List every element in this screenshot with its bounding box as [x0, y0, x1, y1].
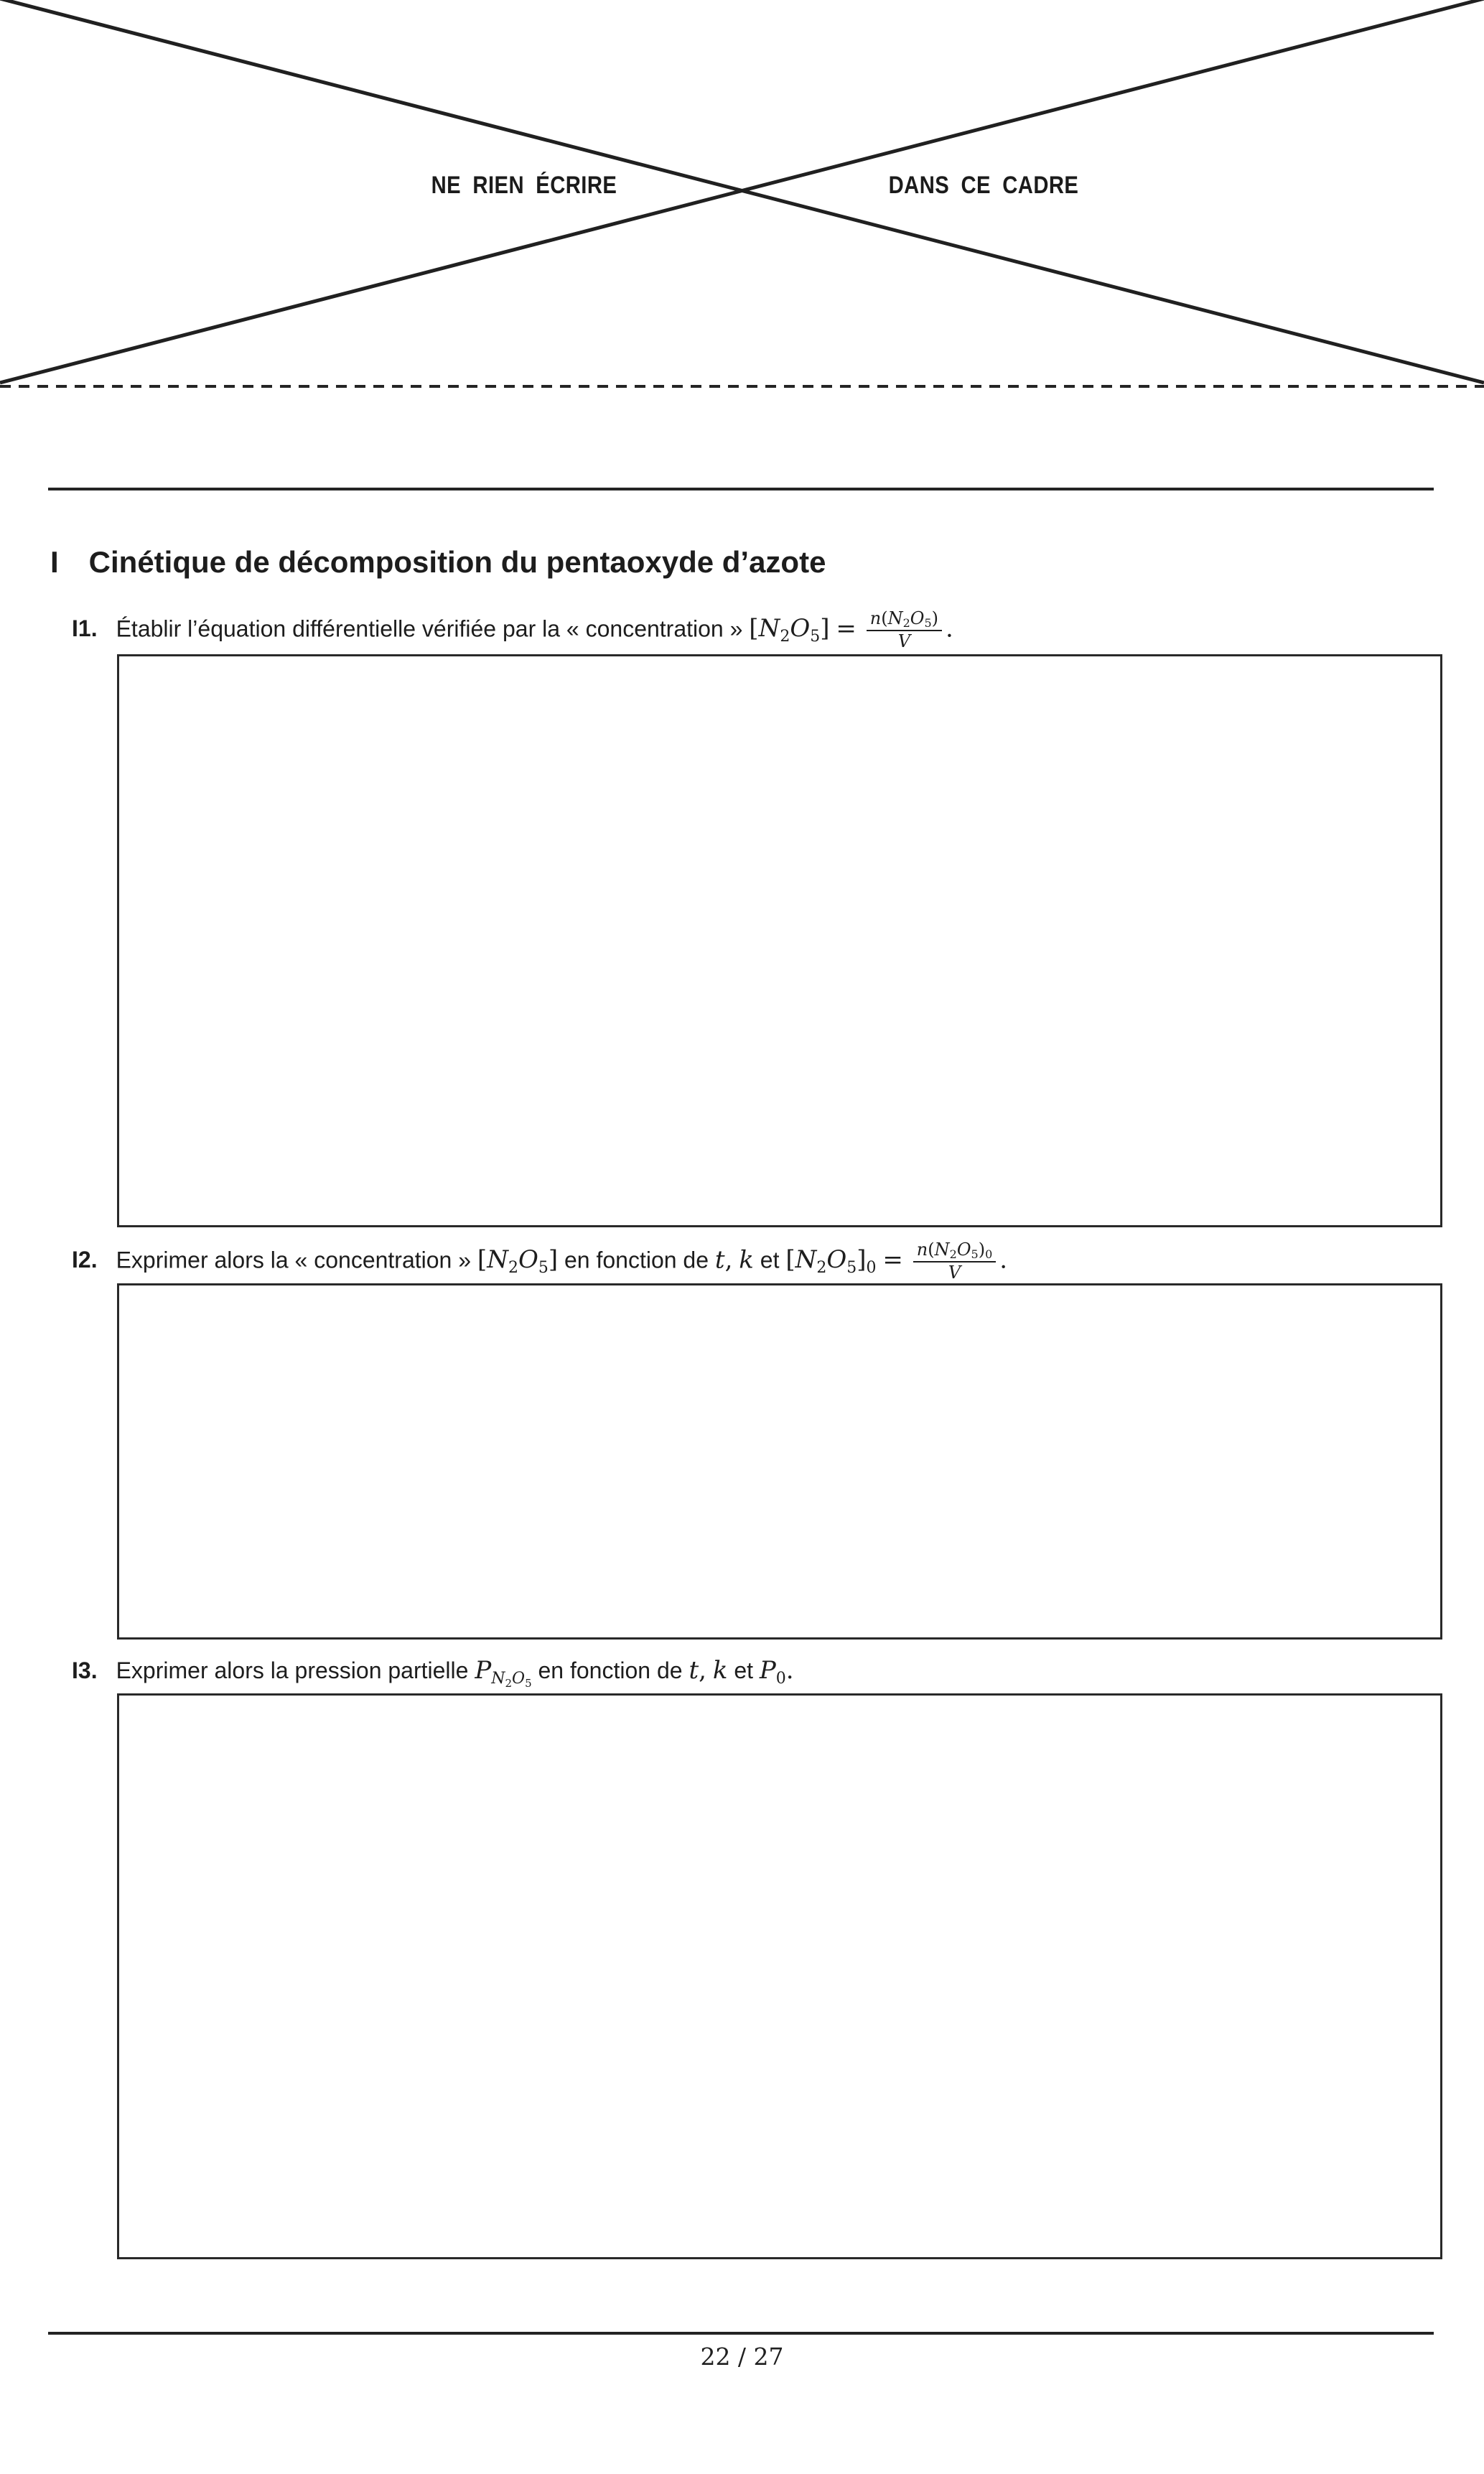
math-token: N [887, 608, 903, 628]
question-i2-text-mid: en fonction de [564, 1247, 709, 1273]
math-token: 0 [985, 1247, 993, 1261]
do-not-write-label-right: DANS CE CADRE [888, 172, 1079, 199]
math-variable-t: t [714, 1245, 725, 1275]
question-i3 [72, 1655, 794, 1690]
math-token: 5 [525, 1677, 532, 1690]
math-token: 5 [810, 628, 821, 646]
fraction-numerator [913, 1241, 996, 1262]
math-token: , [699, 1656, 706, 1685]
answer-box-i2 [117, 1283, 1442, 1640]
math-token: O [518, 1245, 538, 1275]
sentence-period: . [946, 614, 953, 643]
math-token: 2 [780, 628, 790, 646]
math-token: V [948, 1262, 961, 1283]
detachment-dashed-line [0, 385, 1484, 388]
math-token: O [826, 1245, 847, 1275]
math-token: O [956, 1240, 971, 1260]
math-token: N [491, 1670, 505, 1688]
fraction-denominator [867, 631, 942, 651]
math-token: V [897, 631, 911, 651]
question-i2-label: I2. [72, 1247, 98, 1273]
section-heading [50, 545, 826, 580]
answer-box-i3 [117, 1693, 1442, 2259]
math-token: n [916, 1240, 928, 1260]
sentence-period: . [999, 1245, 1008, 1275]
footer-rule [48, 2332, 1434, 2335]
math-token: N [795, 1245, 817, 1275]
question-i3-text-mid: en fonction de [538, 1657, 683, 1683]
math-token: [ [785, 1245, 795, 1275]
math-token: ) [978, 1240, 986, 1260]
math-token: ] [857, 1245, 867, 1275]
math-token: ) [931, 608, 939, 628]
do-not-write-label-left: NE RIEN ÉCRIRE [431, 172, 617, 199]
math-token: 0 [775, 1670, 786, 1688]
math-token: N [487, 1245, 508, 1275]
math-token: 5 [971, 1247, 979, 1261]
question-i1 [72, 610, 953, 651]
math-n2o5-bracket [477, 1245, 559, 1278]
math-token: 2 [816, 1259, 827, 1278]
math-token: 2 [508, 1259, 518, 1278]
math-fraction-n2o5-initial-over-v [913, 1241, 996, 1283]
page-number: 22 / 27 [700, 2343, 784, 2371]
math-token: N [934, 1240, 950, 1260]
math-token: 2 [505, 1677, 513, 1690]
do-not-write-cross [0, 0, 1484, 388]
question-i1-label: I1. [72, 615, 98, 642]
question-i1-text: Établir l’équation différentielle vérifiée par la « concentration » [116, 615, 743, 642]
math-token: 5 [538, 1259, 549, 1278]
math-token: [ [749, 614, 759, 643]
math-fraction-n2o5-over-v [867, 610, 942, 651]
fraction-numerator [867, 610, 942, 631]
math-equals: = [836, 614, 857, 643]
math-token: n [869, 608, 882, 628]
math-token: N [758, 614, 780, 643]
math-token: O [790, 614, 811, 643]
question-i3-conjunction: et [734, 1657, 753, 1683]
math-token: ] [548, 1245, 559, 1275]
math-token: 5 [846, 1259, 857, 1278]
math-token: 5 [924, 616, 932, 630]
math-n2o5-bracket [749, 614, 830, 646]
math-token: ] [820, 614, 830, 643]
math-partial-pressure-n2o5 [475, 1656, 532, 1690]
sentence-period: . [785, 1656, 794, 1685]
question-i3-label: I3. [72, 1657, 98, 1683]
math-subscript-n2o5 [491, 1670, 531, 1688]
math-token: 2 [949, 1247, 957, 1261]
math-equals: = [882, 1245, 903, 1275]
header-rule [48, 488, 1434, 490]
math-n2o5-bracket-initial [785, 1245, 877, 1278]
fraction-denominator [913, 1262, 996, 1283]
math-token: [ [477, 1245, 487, 1275]
math-variable-k: k [712, 1656, 728, 1685]
math-token: O [512, 1670, 526, 1688]
math-variable-k: k [739, 1245, 754, 1275]
math-token: O [910, 608, 925, 628]
question-i2 [72, 1241, 1007, 1283]
math-token: ( [928, 1240, 935, 1260]
answer-box-i1 [117, 654, 1442, 1227]
math-variable-t: t [689, 1656, 699, 1685]
math-token: P [759, 1656, 776, 1685]
question-i3-text: Exprimer alors la pression partielle [116, 1657, 469, 1683]
section-title: Cinétique de décomposition du pentaoxyde d’azote [88, 545, 826, 579]
math-token: 2 [902, 616, 910, 630]
math-token: ( [881, 608, 888, 628]
math-initial-pressure-p0 [759, 1656, 786, 1688]
math-token: P [475, 1656, 492, 1685]
math-token: 0 [866, 1259, 877, 1278]
question-i2-conjunction: et [760, 1247, 780, 1273]
math-token: , [724, 1245, 733, 1275]
question-i2-text: Exprimer alors la « concentration » [116, 1247, 472, 1273]
section-number: I [50, 545, 59, 579]
